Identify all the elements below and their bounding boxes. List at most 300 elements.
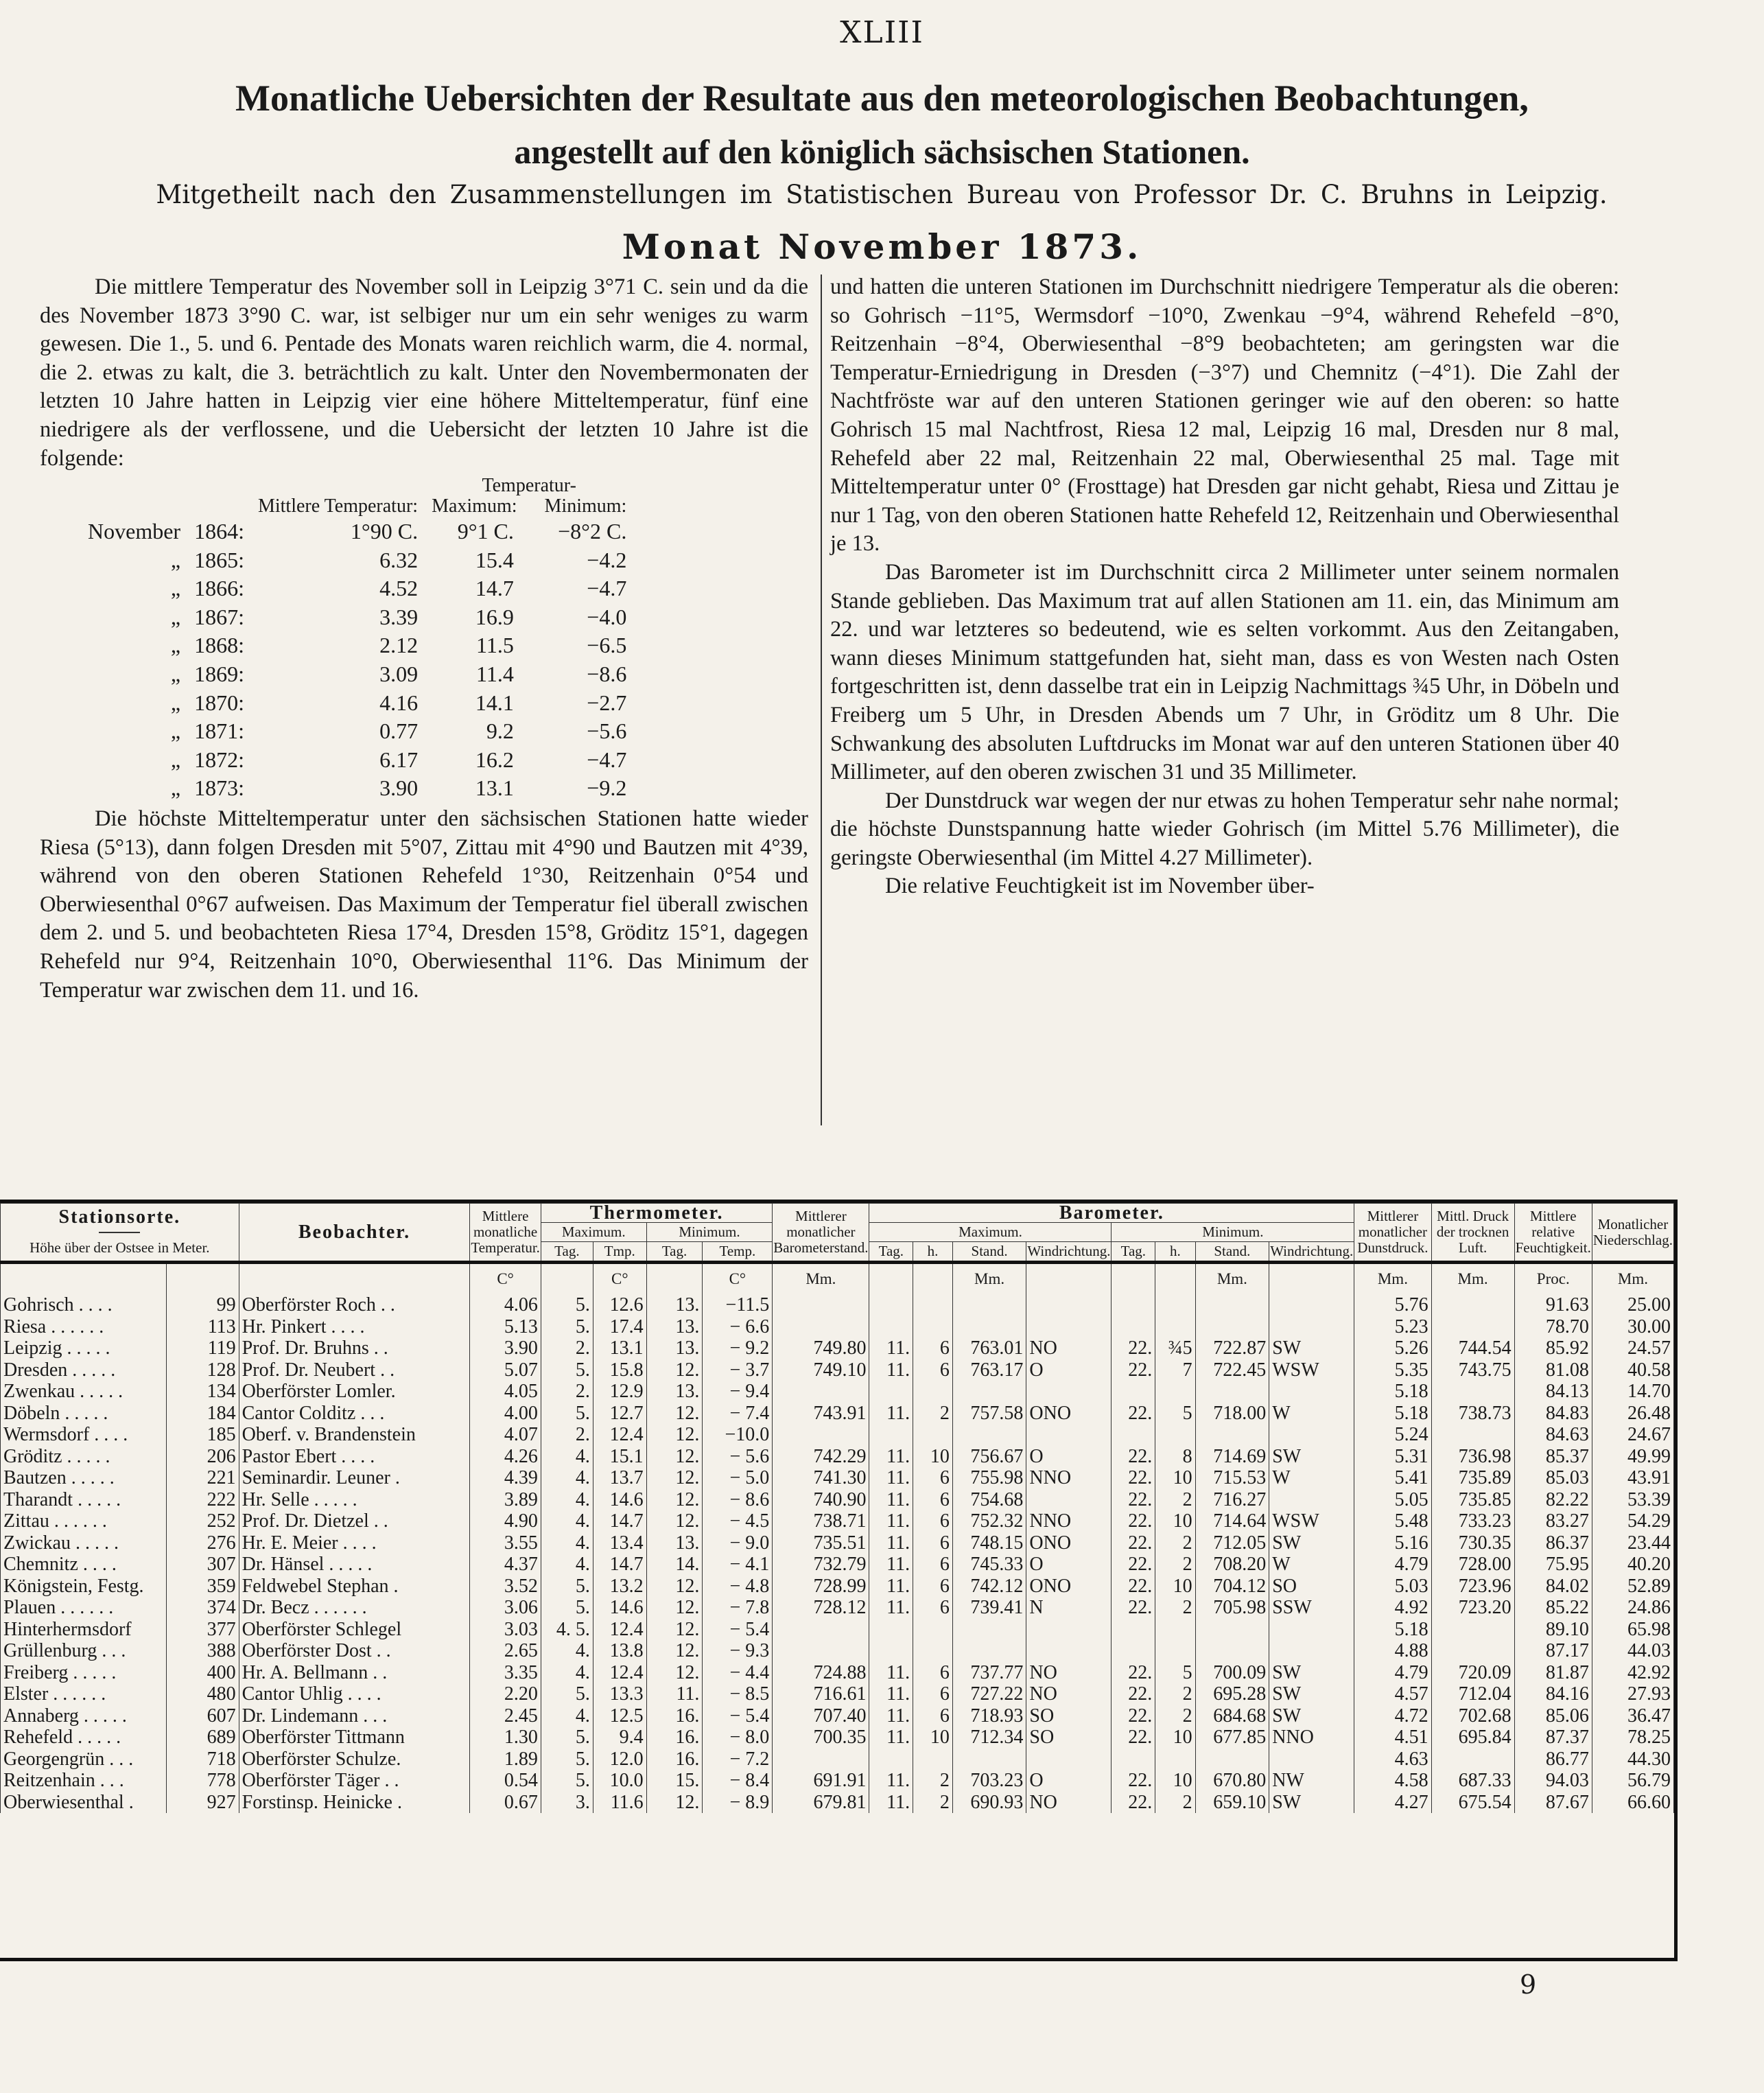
- cell-bmin-stand: 722.87: [1195, 1337, 1269, 1359]
- cell-baro-mean: [773, 1381, 869, 1403]
- cell-bmax-hour: [913, 1294, 953, 1316]
- cell-tmax-day: 5.: [541, 1294, 593, 1316]
- cell-druck: 723.20: [1431, 1597, 1514, 1619]
- history-cell-max: 11.5: [476, 633, 514, 658]
- cell-nieder: 44.03: [1592, 1640, 1673, 1662]
- cell-tmax: 12.0: [593, 1749, 646, 1770]
- cell-baro-mean: 732.79: [773, 1554, 869, 1576]
- cell-nieder: 24.86: [1592, 1597, 1673, 1619]
- header-baro-max-hour: h.: [913, 1242, 953, 1263]
- observation-table-frame: [0, 1200, 1678, 1961]
- cell-baro-mean: 743.91: [773, 1403, 869, 1425]
- cell-height: 778: [166, 1770, 239, 1792]
- history-cell-mean: 1°90 C.: [350, 518, 419, 543]
- cell-mean-temp: 4.00: [470, 1403, 541, 1425]
- cell-bmin-stand: 714.69: [1195, 1446, 1269, 1468]
- cell-height: 99: [166, 1294, 239, 1316]
- cell-bmax-day: 11.: [869, 1467, 913, 1489]
- cell-bmin-hour: 10: [1155, 1770, 1195, 1792]
- cell-dunst: 4.92: [1354, 1597, 1431, 1619]
- table-row: [1, 1424, 1674, 1446]
- cell-feucht: 89.10: [1514, 1619, 1592, 1641]
- cell-nieder: 40.20: [1592, 1554, 1673, 1576]
- cell-tmin: − 7.8: [703, 1597, 773, 1619]
- cell-bmin-day: 22.: [1112, 1446, 1155, 1468]
- cell-feucht: 85.37: [1514, 1446, 1592, 1468]
- cell-nieder: 24.57: [1592, 1337, 1673, 1359]
- unit-cell: Proc.: [1514, 1263, 1592, 1295]
- paragraph-right-4: Die relative Feuchtigkeit ist im November über-: [885, 874, 1315, 899]
- history-cell-min: −9.2: [587, 775, 627, 801]
- cell-bmax-wind: NO: [1026, 1662, 1112, 1684]
- history-row: [81, 574, 633, 603]
- cell-bmax-stand: 737.77: [952, 1662, 1026, 1684]
- cell-height: 307: [166, 1554, 239, 1576]
- cell-bmin-stand: 715.53: [1195, 1467, 1269, 1489]
- cell-tmax-day: 2.: [541, 1381, 593, 1403]
- cell-nieder: 40.58: [1592, 1359, 1673, 1381]
- cell-bmin-stand: 716.27: [1195, 1489, 1269, 1511]
- paragraph-left-1: Die mittlere Temperatur des November soll in Leipzig 3°71 C. sein und da die des November 1873 3°90 C. war, ist selbiger nur um ein sehr weniges zu warm gewesen. Die 1., 5. und 6. Pentade des Monats waren reichlich warm, die 4. normal, die 2. etwas zu kalt, die 3. beträchtlich zu kalt. Unter den Novembermonaten der letzten 10 Jahre hatten in Leipzig vier eine höhere Mitteltemperatur, fünf eine niedrigere als der verflossene, und die Uebersicht der letzten 10 Jahre ist die folgende:: [40, 274, 808, 471]
- cell-bmax-hour: 6: [913, 1554, 953, 1576]
- subtitle: angestellt auf den königlich sächsischen Stationen.: [514, 132, 1250, 171]
- cell-dunst: 4.72: [1354, 1705, 1431, 1727]
- header-thermo-max: Maximum.: [541, 1223, 646, 1242]
- cell-height: 222: [166, 1489, 239, 1511]
- cell-tmax: 13.2: [593, 1576, 646, 1598]
- header-thermo-max-day: Tag.: [541, 1242, 593, 1263]
- cell-bmin-stand: [1195, 1381, 1269, 1403]
- cell-tmin: − 7.2: [703, 1749, 773, 1770]
- cell-bmin-wind: SW: [1269, 1683, 1354, 1705]
- cell-height: 276: [166, 1532, 239, 1554]
- cell-bmin-wind: NNO: [1269, 1727, 1354, 1749]
- history-head-mean: Mittlere Temperatur:: [257, 495, 419, 517]
- history-cell-label: „: [170, 690, 181, 715]
- cell-bmin-wind: SW: [1269, 1662, 1354, 1684]
- history-cell-label: „: [170, 604, 181, 629]
- history-cell-min: −4.2: [587, 547, 627, 572]
- cell-bmin-hour: [1155, 1316, 1195, 1338]
- cell-station: Tharandt . . . . .: [1, 1489, 167, 1511]
- cell-observer: Hr. A. Bellmann . .: [239, 1662, 470, 1684]
- cell-observer: Forstinsp. Heinicke .: [239, 1792, 470, 1814]
- cell-bmin-day: 22.: [1112, 1792, 1155, 1814]
- cell-nieder: 42.92: [1592, 1662, 1673, 1684]
- cell-bmax-hour: 10: [913, 1446, 953, 1468]
- cell-observer: Oberförster Schulze.: [239, 1749, 470, 1770]
- cell-tmin: − 4.1: [703, 1554, 773, 1576]
- cell-bmin-stand: 712.05: [1195, 1532, 1269, 1554]
- cell-observer: Oberförster Täger . .: [239, 1770, 470, 1792]
- cell-tmin: − 9.0: [703, 1532, 773, 1554]
- cell-bmax-stand: 763.01: [952, 1337, 1026, 1359]
- cell-bmax-wind: ONO: [1026, 1532, 1112, 1554]
- table-row: [1, 1359, 1674, 1381]
- cell-bmax-stand: 712.34: [952, 1727, 1026, 1749]
- cell-dunst: 5.23: [1354, 1316, 1431, 1338]
- cell-mean-temp: 1.89: [470, 1749, 541, 1770]
- cell-druck: [1431, 1749, 1514, 1770]
- cell-bmin-hour: 5: [1155, 1662, 1195, 1684]
- cell-nieder: 14.70: [1592, 1381, 1673, 1403]
- header-nieder: Monatlicher Niederschlag.: [1592, 1204, 1673, 1263]
- cell-druck: 695.84: [1431, 1727, 1514, 1749]
- unit-cell: C°: [470, 1263, 541, 1295]
- cell-druck: [1431, 1424, 1514, 1446]
- cell-bmin-hour: 10: [1155, 1510, 1195, 1532]
- cell-tmax-day: 5.: [541, 1576, 593, 1598]
- cell-baro-mean: 740.90: [773, 1489, 869, 1511]
- cell-baro-mean: [773, 1640, 869, 1662]
- table-row: [1, 1316, 1674, 1338]
- cell-tmax: 12.9: [593, 1381, 646, 1403]
- cell-bmin-stand: [1195, 1619, 1269, 1641]
- cell-mean-temp: 5.07: [470, 1359, 541, 1381]
- cell-bmax-day: [869, 1316, 913, 1338]
- cell-observer: Pastor Ebert . . . .: [239, 1446, 470, 1468]
- cell-druck: 735.89: [1431, 1467, 1514, 1489]
- history-cell-mean: 6.17: [379, 747, 419, 772]
- cell-baro-mean: 707.40: [773, 1705, 869, 1727]
- cell-feucht: 85.06: [1514, 1705, 1592, 1727]
- cell-station: Annaberg . . . . .: [1, 1705, 167, 1727]
- table-row: [1, 1770, 1674, 1792]
- table-row: [1, 1576, 1674, 1598]
- cell-mean-temp: 0.54: [470, 1770, 541, 1792]
- cell-bmin-wind: W: [1269, 1554, 1354, 1576]
- cell-bmin-wind: [1269, 1749, 1354, 1770]
- header-baro-max-wind: Windrichtung.: [1026, 1242, 1112, 1263]
- cell-dunst: 5.48: [1354, 1510, 1431, 1532]
- cell-tmin: − 8.6: [703, 1489, 773, 1511]
- cell-bmin-day: [1112, 1619, 1155, 1641]
- cell-nieder: 52.89: [1592, 1576, 1673, 1598]
- cell-dunst: 5.18: [1354, 1403, 1431, 1425]
- history-cell-min: −4.7: [587, 747, 627, 772]
- cell-bmin-wind: [1269, 1381, 1354, 1403]
- main-title: Monatliche Uebersichten der Resultate aus den meteorologischen Beobachtungen,: [235, 78, 1529, 119]
- history-cell-label: „: [170, 775, 181, 801]
- cell-dunst: 5.18: [1354, 1619, 1431, 1641]
- history-cell-year: 1868:: [194, 633, 244, 658]
- history-cell-year: 1865:: [194, 547, 244, 572]
- history-row: [81, 774, 633, 803]
- cell-height: 252: [166, 1510, 239, 1532]
- cell-bmax-hour: [913, 1424, 953, 1446]
- cell-bmin-stand: 695.28: [1195, 1683, 1269, 1705]
- cell-station: Zwickau . . . . .: [1, 1532, 167, 1554]
- cell-station: Gröditz . . . . .: [1, 1446, 167, 1468]
- cell-dunst: 4.51: [1354, 1727, 1431, 1749]
- cell-tmin: − 8.4: [703, 1770, 773, 1792]
- cell-dunst: 5.31: [1354, 1446, 1431, 1468]
- cell-mean-temp: 4.05: [470, 1381, 541, 1403]
- cell-feucht: 85.22: [1514, 1597, 1592, 1619]
- cell-tmax-day: 5.: [541, 1749, 593, 1770]
- cell-tmax-day: 4.: [541, 1489, 593, 1511]
- cell-bmax-stand: 742.12: [952, 1576, 1026, 1598]
- cell-bmin-wind: [1269, 1424, 1354, 1446]
- table-row: [1, 1381, 1674, 1403]
- history-cell-label: „: [170, 547, 181, 572]
- cell-station: Döbeln . . . . .: [1, 1403, 167, 1425]
- cell-druck: 743.75: [1431, 1359, 1514, 1381]
- cell-druck: [1431, 1316, 1514, 1338]
- cell-feucht: 84.13: [1514, 1381, 1592, 1403]
- cell-observer: Prof. Dr. Neubert . .: [239, 1359, 470, 1381]
- history-cell-min: −4.0: [587, 604, 627, 629]
- cell-tmax-day: 4.: [541, 1510, 593, 1532]
- cell-druck: 712.04: [1431, 1683, 1514, 1705]
- cell-bmin-stand: [1195, 1640, 1269, 1662]
- cell-tmin-day: 16.: [646, 1749, 703, 1770]
- cell-tmin-day: 12.: [646, 1446, 703, 1468]
- cell-dunst: 4.27: [1354, 1792, 1431, 1814]
- cell-bmin-hour: 2: [1155, 1554, 1195, 1576]
- cell-tmin-day: 12.: [646, 1597, 703, 1619]
- cell-bmax-hour: 2: [913, 1792, 953, 1814]
- cell-station: Grüllenburg . . .: [1, 1640, 167, 1662]
- header-baro-mean: Mittlerer monatlicher Barometerstand.: [773, 1204, 869, 1263]
- cell-bmin-wind: SO: [1269, 1576, 1354, 1598]
- cell-bmin-hour: [1155, 1619, 1195, 1641]
- cell-bmax-day: 11.: [869, 1403, 913, 1425]
- credit-line: Mitgetheilt nach den Zusammenstellungen im Statistischen Bureau von Professor Dr. C. Bruhns in Leipzig.: [156, 180, 1608, 209]
- cell-bmax-stand: 755.98: [952, 1467, 1026, 1489]
- unit-cell: Mm.: [1431, 1263, 1514, 1295]
- cell-height: 480: [166, 1683, 239, 1705]
- cell-tmin-day: 12.: [646, 1510, 703, 1532]
- history-cell-max: 9.2: [486, 718, 514, 744]
- cell-bmin-day: 22.: [1112, 1359, 1155, 1381]
- cell-bmax-stand: 690.93: [952, 1792, 1026, 1814]
- cell-height: 374: [166, 1597, 239, 1619]
- cell-bmax-day: [869, 1294, 913, 1316]
- cell-baro-mean: 742.29: [773, 1446, 869, 1468]
- history-cell-mean: 3.09: [379, 661, 419, 686]
- cell-tmax: 13.1: [593, 1337, 646, 1359]
- cell-bmax-hour: [913, 1619, 953, 1641]
- cell-feucht: 84.02: [1514, 1576, 1592, 1598]
- cell-bmax-stand: [952, 1424, 1026, 1446]
- cell-feucht: 86.77: [1514, 1749, 1592, 1770]
- cell-station: Dresden . . . . .: [1, 1359, 167, 1381]
- cell-baro-mean: [773, 1294, 869, 1316]
- cell-dunst: 5.24: [1354, 1424, 1431, 1446]
- cell-nieder: 30.00: [1592, 1316, 1673, 1338]
- unit-cell: C°: [703, 1263, 773, 1295]
- cell-height: 400: [166, 1662, 239, 1684]
- cell-tmax: 14.7: [593, 1510, 646, 1532]
- header-baro-max: Maximum.: [869, 1223, 1112, 1242]
- cell-bmax-wind: [1026, 1294, 1112, 1316]
- cell-bmin-stand: 684.68: [1195, 1705, 1269, 1727]
- cell-feucht: 75.95: [1514, 1554, 1592, 1576]
- cell-bmin-wind: WSW: [1269, 1510, 1354, 1532]
- cell-bmin-hour: [1155, 1749, 1195, 1770]
- header-baro-max-day: Tag.: [869, 1242, 913, 1263]
- table-row: [1, 1683, 1674, 1705]
- cell-bmax-stand: 752.32: [952, 1510, 1026, 1532]
- cell-druck: 735.85: [1431, 1489, 1514, 1511]
- cell-bmax-stand: [952, 1381, 1026, 1403]
- cell-druck: 736.98: [1431, 1446, 1514, 1468]
- cell-tmax: 9.4: [593, 1727, 646, 1749]
- cell-tmin-day: 13.: [646, 1381, 703, 1403]
- cell-bmax-hour: 6: [913, 1489, 953, 1511]
- cell-tmax-day: 4.: [541, 1446, 593, 1468]
- cell-tmin-day: 12.: [646, 1662, 703, 1684]
- cell-bmax-hour: 2: [913, 1770, 953, 1792]
- cell-nieder: 36.47: [1592, 1705, 1673, 1727]
- cell-bmax-hour: 6: [913, 1337, 953, 1359]
- cell-bmin-hour: 8: [1155, 1446, 1195, 1468]
- cell-station: Georgengrün . . .: [1, 1749, 167, 1770]
- cell-bmax-stand: [952, 1619, 1026, 1641]
- cell-bmax-stand: [952, 1316, 1026, 1338]
- cell-observer: Hr. E. Meier . . . .: [239, 1532, 470, 1554]
- cell-station: Leipzig . . . . .: [1, 1337, 167, 1359]
- cell-tmin-day: 14.: [646, 1554, 703, 1576]
- cell-tmax: 17.4: [593, 1316, 646, 1338]
- cell-feucht: 84.16: [1514, 1683, 1592, 1705]
- cell-height: 134: [166, 1381, 239, 1403]
- cell-druck: 687.33: [1431, 1770, 1514, 1792]
- table-row: [1, 1337, 1674, 1359]
- cell-tmax: 12.5: [593, 1705, 646, 1727]
- cell-nieder: 53.39: [1592, 1489, 1673, 1511]
- cell-mean-temp: 4.07: [470, 1424, 541, 1446]
- paragraph-right-2: Das Barometer ist im Durchschnitt circa 2 Millimeter unter seinem normalen Stande geblieben. Das Maximum trat auf allen Stationen am 11. ein, das Minimum am 22. und war letzteres so bedeutend, wie es selten vorkommt. Aus den Zeitangaben, wann dieses Minimum stattgefunden hat, sieht man, dass es von Westen nach Osten fortgeschritten ist, denn dasselbe trat ein in Leipzig Nachmittags ¾5 Uhr, in Döbeln und Freiberg um 5 Uhr, in Dresden Abends um 7 Uhr, in Gröditz um 8 Uhr. Die Schwankung des absoluten Luftdrucks im Monat war auf den unteren Stationen über 40 Millimeter, auf den oberen zwischen 31 und 35 Millimeter.: [830, 559, 1619, 785]
- cell-tmin: −11.5: [703, 1294, 773, 1316]
- cell-bmax-wind: ONO: [1026, 1403, 1112, 1425]
- header-baro-min-hour: h.: [1155, 1242, 1195, 1263]
- cell-bmax-hour: 2: [913, 1403, 953, 1425]
- cell-baro-mean: 728.99: [773, 1576, 869, 1598]
- cell-nieder: 54.29: [1592, 1510, 1673, 1532]
- cell-bmin-day: [1112, 1640, 1155, 1662]
- cell-bmax-hour: 6: [913, 1510, 953, 1532]
- cell-bmax-wind: SO: [1026, 1727, 1112, 1749]
- cell-tmax: 11.6: [593, 1792, 646, 1814]
- units-row: [1, 1263, 1674, 1295]
- header-station: [1, 1204, 239, 1263]
- cell-height: 359: [166, 1576, 239, 1598]
- cell-nieder: 23.44: [1592, 1532, 1673, 1554]
- cell-dunst: 5.16: [1354, 1532, 1431, 1554]
- history-cell-mean: 3.39: [379, 604, 419, 629]
- cell-observer: Oberförster Lomler.: [239, 1381, 470, 1403]
- header-baro-min: Minimum.: [1112, 1223, 1354, 1242]
- cell-observer: Oberförster Roch . .: [239, 1294, 470, 1316]
- column-divider: [821, 274, 822, 1125]
- cell-tmax-day: 4.: [541, 1640, 593, 1662]
- cell-bmin-wind: W: [1269, 1467, 1354, 1489]
- cell-bmax-hour: [913, 1316, 953, 1338]
- cell-baro-mean: 738.71: [773, 1510, 869, 1532]
- cell-druck: [1431, 1619, 1514, 1641]
- history-cell-year: 1867:: [194, 604, 244, 629]
- cell-bmin-day: [1112, 1294, 1155, 1316]
- cell-tmin: − 8.9: [703, 1792, 773, 1814]
- header-thermo-min: Minimum.: [646, 1223, 773, 1242]
- cell-observer: Cantor Uhlig . . . .: [239, 1683, 470, 1705]
- history-cell-max: 15.4: [475, 547, 514, 572]
- cell-station: Wermsdorf . . . .: [1, 1424, 167, 1446]
- cell-dunst: 5.35: [1354, 1359, 1431, 1381]
- cell-bmin-day: 22.: [1112, 1554, 1155, 1576]
- cell-tmin-day: 16.: [646, 1705, 703, 1727]
- history-cell-year: 1870:: [194, 690, 244, 715]
- history-cell-max: 14.7: [475, 576, 514, 601]
- cell-tmax: 12.7: [593, 1403, 646, 1425]
- cell-bmin-hour: 2: [1155, 1597, 1195, 1619]
- cell-tmax: 12.4: [593, 1424, 646, 1446]
- history-cell-mean: 2.12: [379, 633, 419, 658]
- cell-bmin-hour: 2: [1155, 1489, 1195, 1511]
- cell-bmax-day: 11.: [869, 1337, 913, 1359]
- cell-height: 221: [166, 1467, 239, 1489]
- cell-baro-mean: 728.12: [773, 1597, 869, 1619]
- header-dunst: Mittlerer monatlicher Dunstdruck.: [1354, 1204, 1431, 1263]
- cell-dunst: 5.18: [1354, 1381, 1431, 1403]
- cell-mean-temp: 3.03: [470, 1619, 541, 1641]
- cell-mean-temp: 3.52: [470, 1576, 541, 1598]
- table-row: [1, 1403, 1674, 1425]
- cell-nieder: 43.91: [1592, 1467, 1673, 1489]
- table-row: [1, 1532, 1674, 1554]
- cell-tmin: − 5.4: [703, 1705, 773, 1727]
- header-baro-max-stand: Stand.: [952, 1242, 1026, 1263]
- cell-mean-temp: 3.89: [470, 1489, 541, 1511]
- cell-bmin-stand: 670.80: [1195, 1770, 1269, 1792]
- cell-height: 206: [166, 1446, 239, 1468]
- cell-bmax-day: 11.: [869, 1359, 913, 1381]
- cell-station: Hinterhermsdorf: [1, 1619, 167, 1641]
- cell-bmin-hour: 2: [1155, 1705, 1195, 1727]
- cell-bmin-day: 22.: [1112, 1489, 1155, 1511]
- cell-druck: 720.09: [1431, 1662, 1514, 1684]
- cell-tmax: 12.4: [593, 1662, 646, 1684]
- cell-mean-temp: 4.26: [470, 1446, 541, 1468]
- cell-bmin-day: 22.: [1112, 1597, 1155, 1619]
- cell-baro-mean: 716.61: [773, 1683, 869, 1705]
- cell-tmax-day: 4.: [541, 1554, 593, 1576]
- cell-mean-temp: 2.20: [470, 1683, 541, 1705]
- cell-druck: 702.68: [1431, 1705, 1514, 1727]
- cell-bmin-hour: 2: [1155, 1532, 1195, 1554]
- cell-mean-temp: 3.90: [470, 1337, 541, 1359]
- table-row: [1, 1727, 1674, 1749]
- cell-bmax-day: 11.: [869, 1597, 913, 1619]
- cell-station: Gohrisch . . . .: [1, 1294, 167, 1316]
- cell-tmax-day: 4.: [541, 1467, 593, 1489]
- history-cell-label: „: [170, 661, 181, 686]
- cell-station: Riesa . . . . . .: [1, 1316, 167, 1338]
- cell-mean-temp: 3.55: [470, 1532, 541, 1554]
- cell-tmin-day: 12.: [646, 1424, 703, 1446]
- history-cell-label: „: [170, 576, 181, 601]
- history-cell-min: −6.5: [587, 633, 627, 658]
- cell-bmin-stand: [1195, 1316, 1269, 1338]
- cell-tmax: 15.8: [593, 1359, 646, 1381]
- cell-bmax-hour: 6: [913, 1467, 953, 1489]
- cell-bmax-stand: [952, 1749, 1026, 1770]
- cell-druck: 738.73: [1431, 1403, 1514, 1425]
- cell-baro-mean: 679.81: [773, 1792, 869, 1814]
- cell-tmax: 14.7: [593, 1554, 646, 1576]
